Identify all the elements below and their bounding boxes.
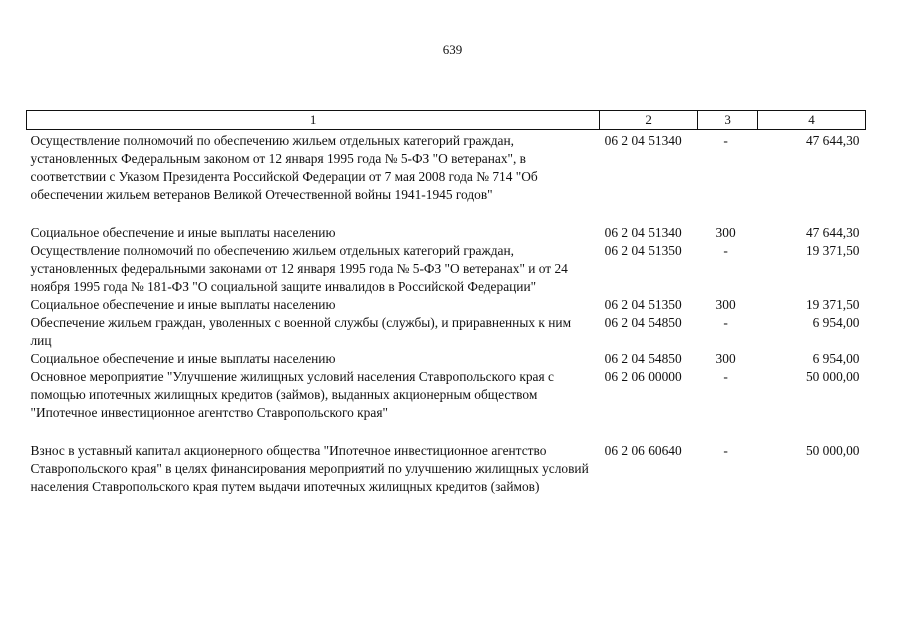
table-row — [27, 296, 866, 314]
page-number: 639 — [442, 42, 463, 57]
row-vr: - — [723, 315, 728, 330]
column-header-2: 2 — [600, 111, 698, 130]
row-name: Осуществление полномочий по обеспечению жильем отдельных категорий граждан, установленных федеральными законами от 12 января 1995 года № 5-ФЗ "О ветеранах" и от 24 ноября 1995 года № 181-ФЗ "О социальной защите инвалидов в Российской Федерации" — [30, 243, 568, 294]
row-vr: 300 — [715, 225, 736, 240]
row-code: 06 2 04 54850 — [604, 315, 682, 330]
row-name: Взнос в уставный капитал акционерного общества "Ипотечное инвестиционное агентство Ставропольского края" в целях финансирования мероприятий по улучшению жилищных условий населения Ставропольского края путем выдачи ипотечных жилищных кредитов (займов) — [30, 443, 589, 494]
row-code: 06 2 06 60640 — [604, 443, 682, 458]
row-sum: 47 644,30 — [805, 133, 860, 148]
row-code: 06 2 06 00000 — [604, 369, 682, 384]
row-vr: - — [723, 133, 728, 148]
row-sum: 47 644,30 — [805, 225, 860, 240]
row-name: Осуществление полномочий по обеспечению жильем отдельных категорий граждан, установленных Федеральным законом от 12 января 1995 года № 5-ФЗ "О ветеранах", в соответствии с Указом Президента Российской Федерации от 7 мая 2008 года № 714 "Об обеспечении жильем ветеранов Великой Отечественной войны 1941-1945 годов" — [30, 133, 538, 202]
row-name: Основное мероприятие "Улучшение жилищных условий населения Ставропольского края с помощью ипотечных жилищных кредитов (займов), выданных акционерным обществом "Ипотечное инвестиционное агентство Ставропольского края" — [30, 369, 554, 420]
row-vr: - — [723, 443, 728, 458]
row-name: Социальное обеспечение и иные выплаты населению — [30, 351, 336, 366]
table-row — [27, 130, 866, 225]
row-vr: - — [723, 369, 728, 384]
row-code: 06 2 04 54850 — [604, 351, 682, 366]
row-name: Обеспечение жильем граждан, уволенных с военной службы (службы), и приравненных к ним лиц — [30, 315, 572, 348]
table-row — [27, 368, 866, 442]
row-sum: 50 000,00 — [805, 369, 860, 384]
table-row — [27, 224, 866, 242]
table-row — [27, 314, 866, 350]
row-code: 06 2 04 51350 — [604, 243, 682, 258]
row-code: 06 2 04 51350 — [604, 297, 682, 312]
table-row — [27, 350, 866, 368]
row-vr: - — [723, 243, 728, 258]
table-row — [27, 442, 866, 496]
column-header-4: 4 — [758, 111, 866, 130]
row-name: Социальное обеспечение и иные выплаты населению — [30, 225, 336, 240]
row-sum: 6 954,00 — [812, 315, 860, 330]
row-name: Социальное обеспечение и иные выплаты населению — [30, 297, 336, 312]
row-code: 06 2 04 51340 — [604, 133, 682, 148]
row-vr: 300 — [715, 351, 736, 366]
row-sum: 19 371,50 — [805, 297, 860, 312]
row-sum: 50 000,00 — [805, 443, 860, 458]
row-code: 06 2 04 51340 — [604, 225, 682, 240]
column-header-1: 1 — [27, 111, 600, 130]
table-header-row — [27, 111, 866, 130]
table-row — [27, 242, 866, 296]
column-header-3: 3 — [698, 111, 758, 130]
budget-table — [26, 110, 866, 496]
row-sum: 6 954,00 — [812, 351, 860, 366]
row-sum: 19 371,50 — [805, 243, 860, 258]
row-vr: 300 — [715, 297, 736, 312]
